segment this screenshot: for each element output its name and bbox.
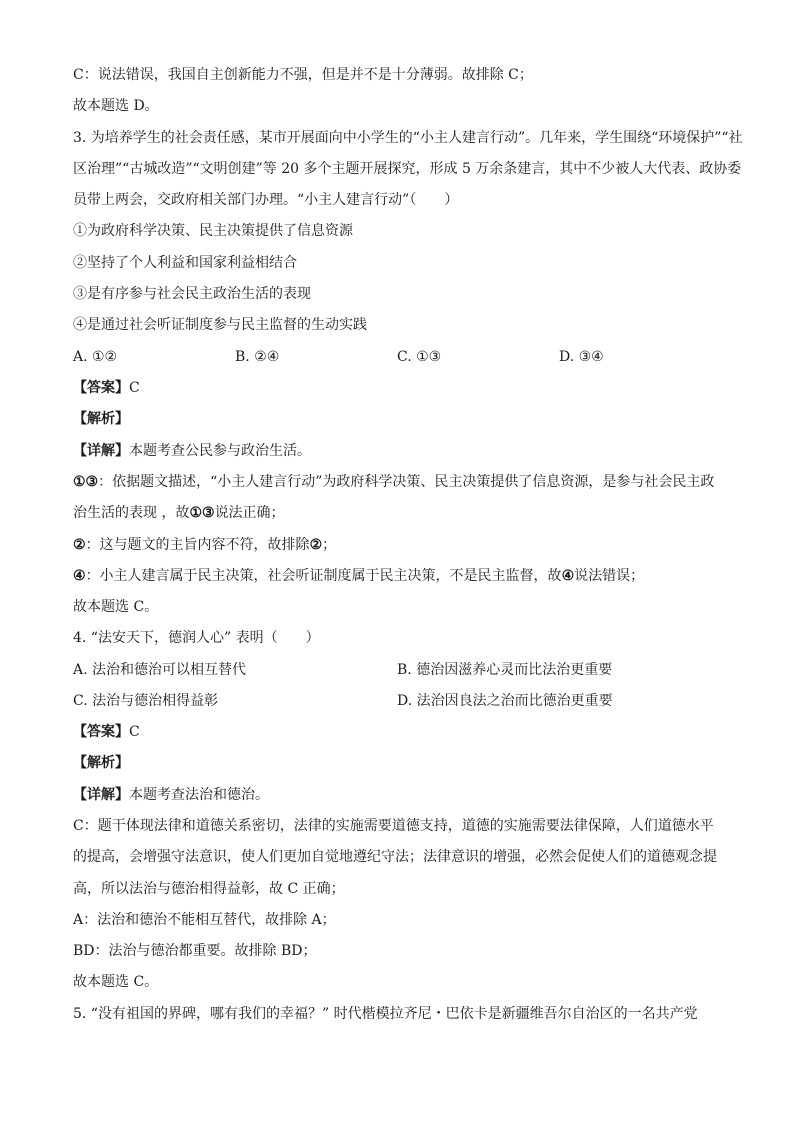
option-a: A. ①②: [73, 349, 118, 365]
explanation-line: C：题干体现法律和道德关系密切，法律的实施需要道德支持，道德的实施需要法律保障，人们道德水平: [73, 818, 714, 834]
option-a: A. 法治和德治可以相互替代: [73, 662, 247, 678]
question-3-stem: 3. 为培养学生的社会责任感，某市开展面向中小学生的“小主人建言行动”。几年来，学生围绕“环境保护”“社: [73, 130, 743, 146]
question-4-options: [73, 660, 723, 680]
text-line: 故本题选 D。: [73, 98, 159, 114]
explanation-line: ④：小主人建言属于民主决策，社会听证制度属于民主决策，不是民主监督，故④说法错误；: [73, 568, 645, 584]
option-d: D. 法治因良法之治而比德治更重要: [397, 693, 613, 709]
answer-line: [73, 378, 723, 398]
explanation-line: ①③：依据题文描述，“小主人建言行动”为政府科学决策、民主决策提供了信息资源，是参与社会民主政: [73, 474, 715, 490]
question-3-statement: ②坚持了个人利益和国家利益相结合: [73, 255, 297, 271]
explanation-line: BD：法治与德治都重要。故排除 BD；: [73, 943, 317, 959]
option-b: B. 德治因滋养心灵而比法治更重要: [397, 662, 613, 678]
explanation-line: 高，所以法治与德治相得益彰，故 C 正确；: [73, 881, 345, 897]
text-line: C：说法错误，我国自主创新能力不强，但是并不是十分薄弱。故排除 C；: [73, 67, 533, 83]
detail-tag: 【详解】: [73, 787, 129, 803]
explanation-line: 治生活的表现 ，故①③说法正确；: [73, 505, 285, 521]
question-4-stem: 4. “法安天下，德润人心” 表明（ ）: [73, 630, 320, 646]
text-line: 故本题选 C。: [73, 599, 159, 615]
question-3-stem: 区治理”“古城改造”“文明创建”等 20 多个主题开展探究，形成 5 万余条建言，其中不少被人大代表、政协委: [73, 161, 742, 177]
option-c: C. ①③: [397, 349, 442, 365]
question-3-statement: ③是有序参与社会民主政治生活的表现: [73, 286, 311, 302]
explanation-line: ②：这与题文的主旨内容不符，故排除②；: [73, 537, 337, 553]
answer-tag: 【答案】: [73, 724, 129, 740]
analysis-tag: 【解析】: [73, 755, 129, 771]
detail-line: [73, 441, 723, 461]
question-3-stem: 员带上两会，交政府相关部门办理。“小主人建言行动”（ ）: [73, 192, 459, 208]
question-5-stem: 5. “没有祖国的界碑，哪有我们的幸福？” 时代楷模拉齐尼・巴依卡是新疆维吾尔自治区的一名共产党: [73, 1006, 698, 1022]
question-3-statement: ①为政府科学决策、民主决策提供了信息资源: [73, 223, 353, 239]
answer-value: C: [129, 724, 140, 740]
explanation-line: 的提高，会增强守法意识，使人们更加自觉地遵纪守法；法律意识的增强，必然会促使人们的道德观念提: [73, 849, 717, 865]
answer-line: [73, 722, 723, 742]
option-d: D. ③④: [559, 349, 604, 365]
answer-value: C: [129, 380, 140, 396]
detail-text: 本题考查法治和德治。: [129, 787, 269, 803]
option-c: C. 法治与德治相得益彰: [73, 693, 219, 709]
analysis-tag: 【解析】: [73, 411, 129, 427]
detail-text: 本题考查公民参与政治生活。: [129, 443, 311, 459]
question-3-options: [73, 347, 723, 367]
detail-tag: 【详解】: [73, 443, 129, 459]
text-line: 故本题选 C。: [73, 974, 159, 990]
question-3-statement: ④是通过社会听证制度参与民主监督的生动实践: [73, 317, 367, 333]
question-4-options: [73, 691, 723, 711]
option-b: B. ②④: [235, 349, 280, 365]
detail-line: [73, 785, 723, 805]
answer-tag: 【答案】: [73, 380, 129, 396]
explanation-line: A：法治和德治不能相互替代，故排除 A；: [73, 912, 336, 928]
